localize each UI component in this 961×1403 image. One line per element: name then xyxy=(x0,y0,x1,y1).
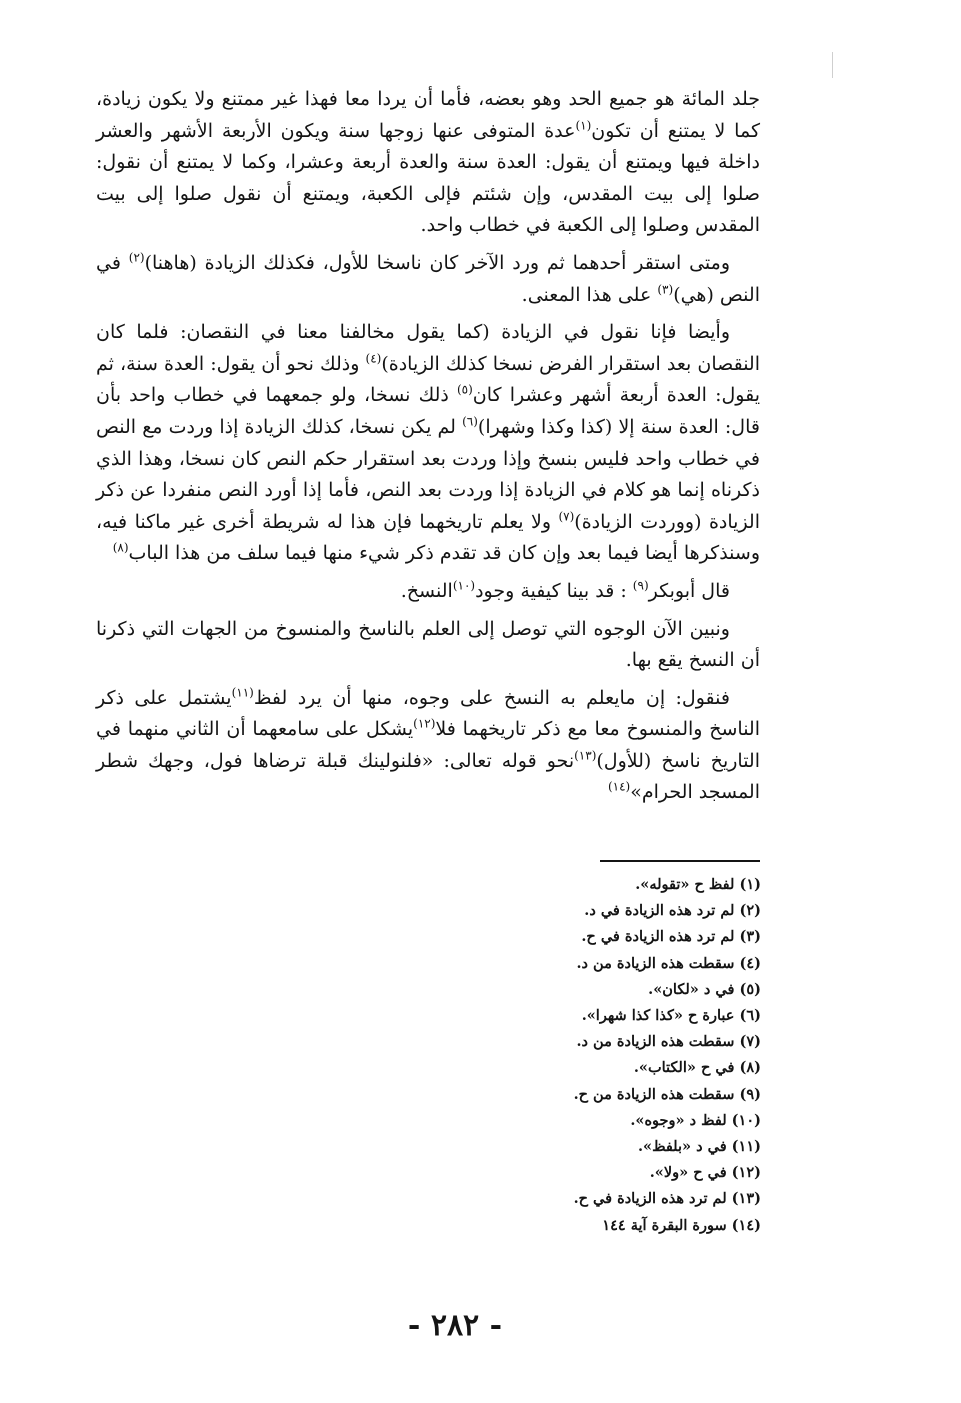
main-text xyxy=(96,84,760,815)
page-number: - ٢٨٢ - xyxy=(407,1308,503,1343)
paragraph-2: ومتى استقر أحدهما ثم ورد الآخر كان ناسخا للأول، فكذلك الزيادة (هاهنا)$^{(٢)}$ في النص (هي)$^{(٣)}$ على هذا المعنى. xyxy=(96,250,760,306)
footnotes xyxy=(361,872,761,1239)
footnote-ref-2: (٢) xyxy=(128,250,145,265)
footnote: (٨) في ح «الكتاب». xyxy=(633,1059,761,1077)
footnote: (١٢) في ح «ولا». xyxy=(649,1164,761,1182)
footnote: (١٣) لم ترد هذه الزيادة في ح. xyxy=(573,1190,761,1208)
footnote-ref-1: (١) xyxy=(575,118,592,133)
footnote-ref-10: (١٠) xyxy=(452,578,476,593)
footnote-divider xyxy=(600,860,760,862)
footnote: (٢) لم ترد هذه الزيادة في د. xyxy=(584,902,761,920)
paragraph-1: جلد المائة هو جميع الحد وهو بعضه، فأما أن يردا معا فهذا غير ممتنع ولا يكون زيادة، كما لا يمتنع أن تكون$^{(١)}$عدة المتوفى عنها زوجها سنة ويكون الأربعة الأشهر والعشر داخلة فيها ويمتنع أن يقول: العدة سنة والعدة أربعة وعشرا، وكما لا يمتنع أن نقول: صلوا إلى بيت المقدس، وإن شئتم فإلى الكعبة، ويمتنع أن نقول صلوا إلى بيت المقدس وصلوا إلى الكعبة في خطاب واحد. xyxy=(96,88,760,237)
footnote: (٧) سقطت هذه الزيادة من د. xyxy=(576,1033,761,1051)
footnote: (٦) عبارة ح «كذا كذا شهرا». xyxy=(581,1007,761,1025)
footnote: (١٤) سورة البقرة آية ١٤٤ xyxy=(602,1216,761,1234)
footnote: (٩) سقطت هذه الزيادة من ح. xyxy=(573,1085,761,1103)
footnote-ref-12: (١٢) xyxy=(413,716,436,731)
footnote-ref-11: (١١) xyxy=(231,685,254,700)
footnote-ref-5: (٥) xyxy=(456,383,473,398)
footnote-ref-14: (١٤) xyxy=(607,780,631,795)
footnote: (٣) لم ترد هذه الزيادة في ح. xyxy=(581,928,761,946)
paragraph-3: وأيضا فإنا نقول في الزيادة (كما يقول مخالفنا معنا في النقصان: فلما كان النقصان بعد استقرار الفرض نسخا كذلك الزيادة)$^{(٤)}$ وذلك نحو أن يقول: العدة سنة، ثم يقول: العدة أربعة أشهر وعشرا كان$^{(٥)}$ ذلك نسخا، ولو جمعهما في خطاب واحد بأن قال: العدة سنة إلا (كذا وكذا وشهرا)$^{(٦)}$ لم يكن نسخا، كذلك الزيادة إذا وردت مع النص في خطاب واحد فليس بنسخ وإذا وردت بعد استقرار حكم النص كان نسخا، وهذا الذي ذكرناه إنما هو كلام في الزيادة إذا وردت بعد النص، فأما إذا أورد النص منفردا عن ذكر الزيادة (ووردت الزيادة)$^{(٧)}$ ولا يعلم تاريخهما فإن هذا له شريطة أخرى غير ماكنا فيه، وسنذكرها أيضا فيما بعد وإن كان قد تقدم ذكر شيء منها فيما سلف من هذا الباب$^{(٨)}$ xyxy=(96,321,761,565)
scan-mark xyxy=(832,52,833,78)
footnote: (١١) في د «بلفظ». xyxy=(637,1138,761,1156)
footnote: (١) لفظ ح «تقوله». xyxy=(635,876,761,893)
footnote-ref-4: (٤) xyxy=(365,351,382,366)
paragraph-4: قال أبوبكر$^{(٩)}$ : قد بينا كيفية وجود$^{(١٠)}$النسخ. xyxy=(400,578,730,602)
footnote-ref-3: (٣) xyxy=(657,282,674,297)
footnote-ref-7: (٧) xyxy=(558,509,575,524)
paragraph-5: ونبين الآن الوجوه التي توصل إلى العلم بالناسخ والمنسوخ من الجهات التي ذكرنا أن النسخ يقع بها. xyxy=(96,617,760,672)
footnote-ref-13: (١٣) xyxy=(574,748,597,763)
paragraph-6: فنقول: إن مايعلم به النسخ على وجوه، منها أن يرد لفظ$^{(١١)}$يشتمل على ذكر الناسخ والمنسوخ معا مع ذكر تاريخهما فلا$^{(١٢)}$يشكل على سامعهما أن الثاني منهما في التاريخ ناسخ (للأول)$^{(١٣)}$نحو قوله تعالى: «فلنولينك قبلة ترضاها فول، وجهك شطر المسجد الحرام»$^{(١٤)}$ xyxy=(96,685,761,804)
footnote-ref-6: (٦) xyxy=(462,414,478,429)
footnote-ref-9: (٩) xyxy=(632,578,649,593)
footnote: (٤) سقطت هذه الزيادة من د. xyxy=(576,954,761,972)
footnote: (٥) في د «لكان». xyxy=(648,980,761,998)
footnote-ref-8: (٨) xyxy=(112,540,129,555)
footnote: (١٠) لفظ د «وجوه». xyxy=(630,1111,761,1129)
